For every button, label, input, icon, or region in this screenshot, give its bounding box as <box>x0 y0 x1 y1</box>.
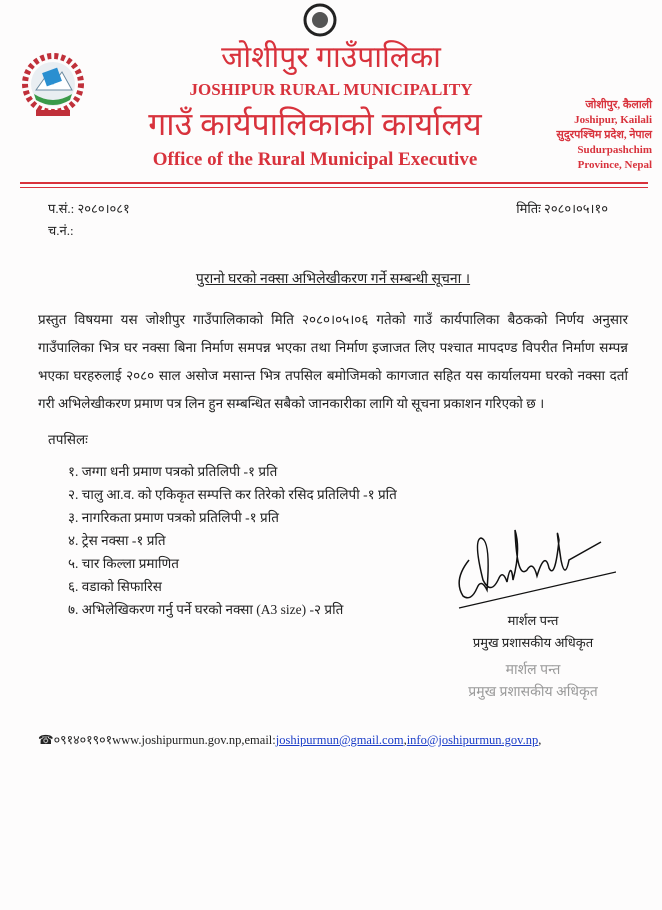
seal-designation: प्रमुख प्रशासकीय अधिकृत <box>468 685 598 700</box>
seal-name: मार्शल पन्त <box>505 663 561 678</box>
notice-title-text: पुरानो घरको नक्सा अभिलेखीकरण गर्ने सम्बन्धी सूचना । <box>195 272 471 287</box>
signatory-name: मार्शल पन्त <box>507 613 559 628</box>
handwritten-signature <box>451 520 616 610</box>
signatory-block <box>438 610 628 654</box>
letter-date: मितिः २०८०।०५।१० <box>516 201 608 216</box>
list-item: ७. अभिलेखिकरण गर्नु पर्ने घरको नक्सा (A3 size) -२ प्रति <box>68 602 344 617</box>
phone-icon: ☎ <box>38 733 54 747</box>
office-name-en: Office of the Rural Municipal Executive <box>152 149 478 170</box>
notice-body: प्रस्तुत विषयमा यस जोशीपुर गाउँपालिकाको मिति २०८०।०५।०६ गतेको गाउँ कार्यपालिका बैठकको निर्णय अनुसार गाउँपालिका भित्र घर नक्सा बिना निर्माण समपन्न भएका तथा निर्माण इजाजत लिए पश्चात मापदण्ड विपरीत निर्माण सम्पन्न भएका घरहरुलाई २०८० साल असोज मसान्त भित्र तपसिल बमोजिमको कागजात सहित यस कार्यालयमा घरको नक्सा दर्ता गरी अभिलेखीकरण प्रमाण पत्र लिन हुन सम्बन्धित सबैको जानकारीका लागि यो सूचना प्रकाशन गरिएको छ । <box>38 312 628 411</box>
list-item: ४. ट्रेस नक्सा -१ प्रति <box>68 533 166 548</box>
list-item: ६. वडाको सिफारिस <box>68 579 162 594</box>
office-stamp <box>300 2 340 38</box>
website: www.joshipurmun.gov.np,email: <box>112 733 276 747</box>
municipality-name-en: JOSHIPUR RURAL MUNICIPALITY <box>189 80 473 99</box>
office-name-np: गाउँ कार्यपालिकाको कार्यालय <box>148 106 482 142</box>
name-seal <box>438 660 628 704</box>
list-and-signature <box>38 460 628 704</box>
address-line: जोशीपुर, कैलाली <box>585 99 652 111</box>
header-divider <box>20 182 648 184</box>
address-line: सुदुरपश्चिम प्रदेश, नेपाल <box>556 129 652 141</box>
address-line: Joshipur, Kailali <box>574 114 652 126</box>
signature-column <box>438 520 628 704</box>
municipality-name-np: जोशीपुर गाउँपालिका <box>221 41 441 74</box>
reference-number: प.सं.: २०८०।०८१ <box>48 201 130 216</box>
details-label: तपसिलः <box>48 432 88 447</box>
dispatch-number: च.नं.: <box>48 223 74 238</box>
phone-number: ०९१४०१९०१ <box>53 733 113 747</box>
address-line: Sudurpashchim <box>577 144 652 156</box>
list-item: ३. नागरिकता प्रमाण पत्रको प्रतिलिपी -१ प्रति <box>68 510 279 525</box>
signatory-designation: प्रमुख प्रशासकीय अधिकृत <box>472 635 594 650</box>
required-documents-list <box>38 460 438 621</box>
footer-contact <box>38 730 628 750</box>
email-link-gmail[interactable]: joshipurmun@gmail.com <box>275 733 404 747</box>
reference-row <box>38 198 628 242</box>
address-line: Province, Nepal <box>577 159 652 171</box>
notice-title <box>38 268 628 292</box>
separator: , <box>403 733 407 747</box>
list-item: ५. चार किल्ला प्रमाणित <box>68 556 179 571</box>
list-item: २. चालु आ.व. को एकिकृत सम्पत्ति कर तिरेको रसिद प्रतिलिपी -१ प्रति <box>68 487 397 502</box>
reference-block <box>48 198 130 242</box>
list-item: १. जग्गा धनी प्रमाण पत्रको प्रतिलिपी -१ प्रति <box>68 464 278 479</box>
letter-body <box>38 198 628 750</box>
email-link-info[interactable]: info@joshipurmun.gov.np <box>406 733 539 747</box>
header-divider <box>20 187 648 188</box>
office-address <box>524 98 652 173</box>
separator: , <box>538 733 542 747</box>
